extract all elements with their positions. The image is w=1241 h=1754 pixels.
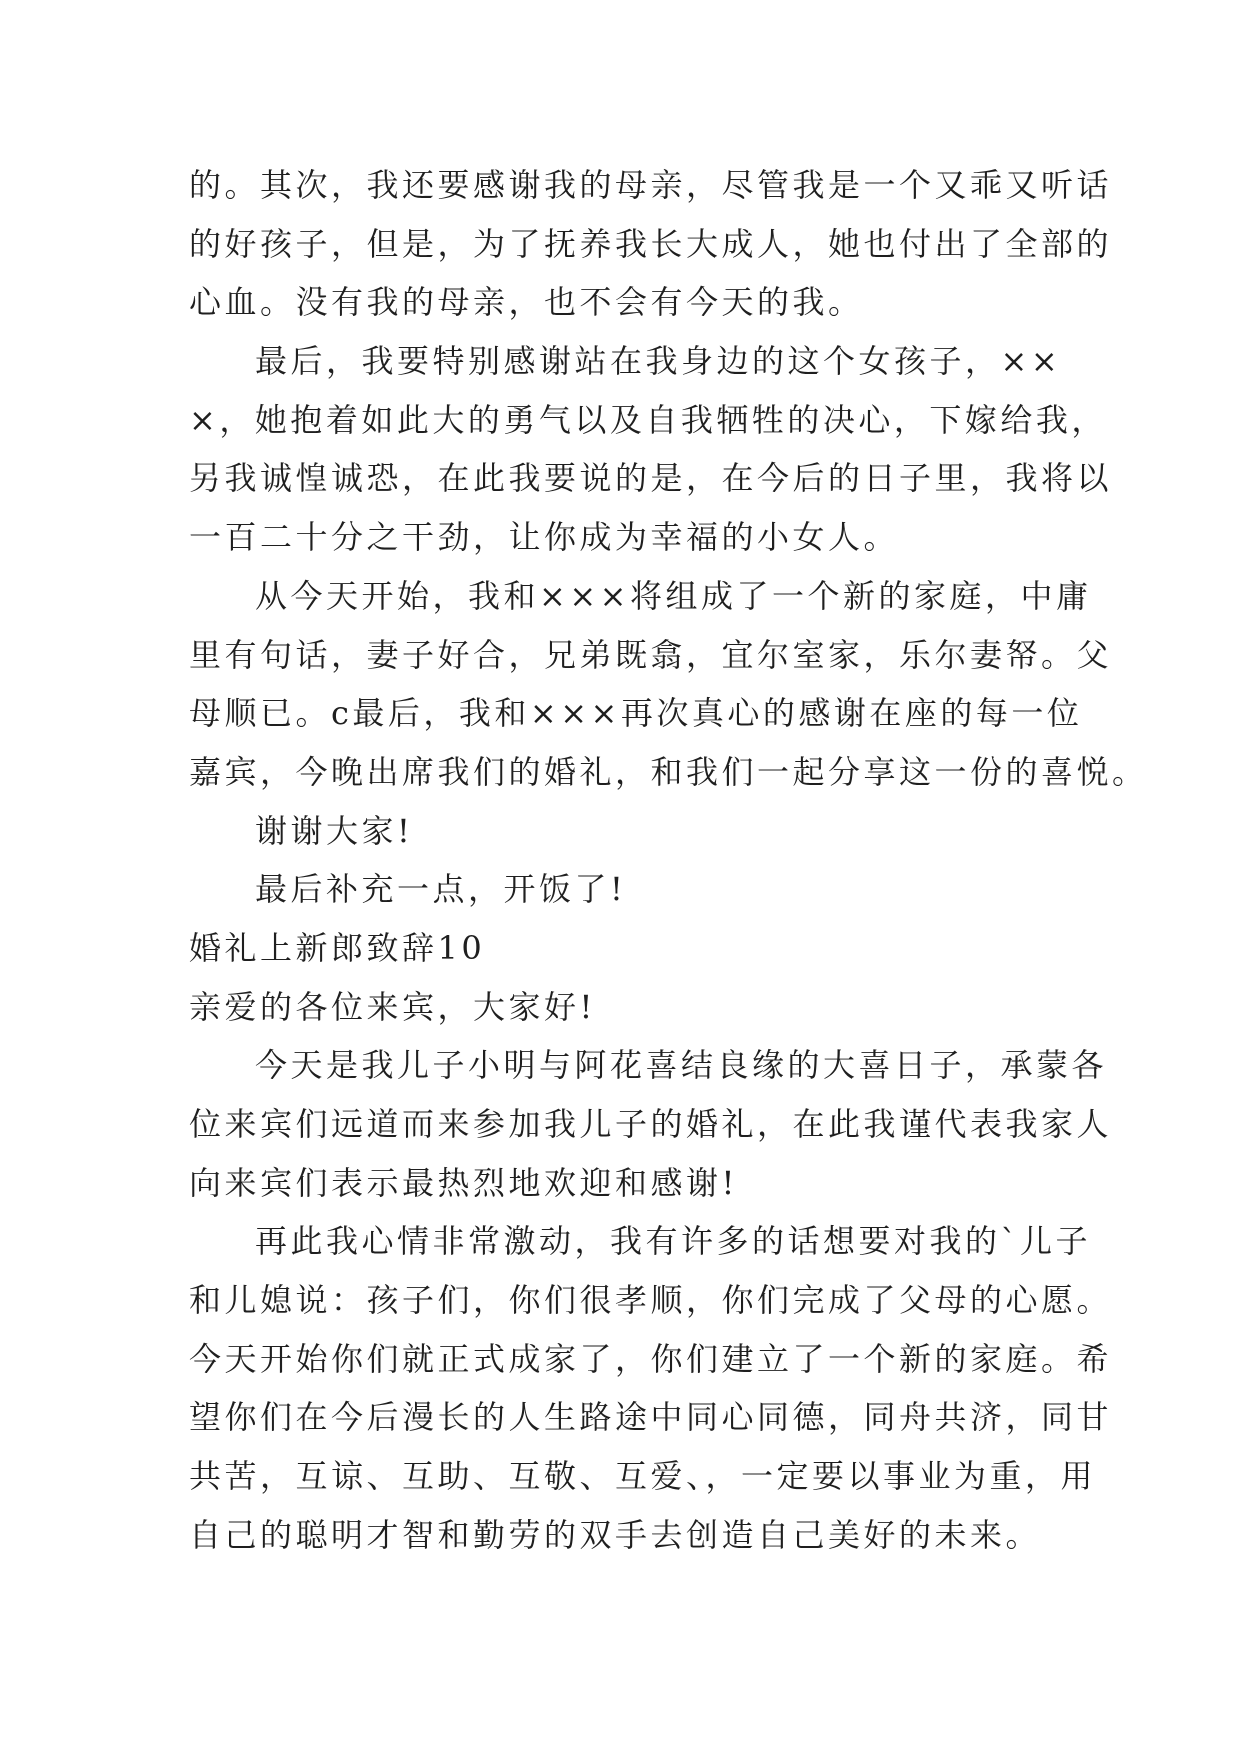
section-heading: 婚礼上新郎致辞10 xyxy=(189,928,486,967)
text-line: 望你们在今后漫长的人生路途中同心同德，同舟共济，同甘 xyxy=(189,1398,1113,1437)
document-body xyxy=(189,156,1148,1565)
text-line: 今天开始你们就正式成家了，你们建立了一个新的家庭。希 xyxy=(189,1339,1113,1378)
paragraph-start-line: 谢谢大家! xyxy=(255,811,414,850)
text-line: 和儿媳说：孩子们，你们很孝顺，你们完成了父母的心愿。 xyxy=(189,1281,1113,1320)
paragraph-start-line: 从今天开始，我和×××将组成了一个新的家庭，中庸 xyxy=(255,576,1092,615)
text-line: 的。其次，我还要感谢我的母亲，尽管我是一个又乖又听话 xyxy=(189,166,1113,204)
text-line: ×，她抱着如此大的勇气以及自我牺牲的决心，下嫁给我， xyxy=(189,400,1107,439)
paragraph-start-line: 最后补充一点，开饭了! xyxy=(255,870,627,909)
text-line: 位来宾们远道而来参加我儿子的婚礼，在此我谨代表我家人 xyxy=(189,1105,1113,1143)
text-line: 的好孩子，但是，为了抚养我长大成人，她也付出了全部的 xyxy=(189,224,1113,263)
paragraph-start-line: 今天是我儿子小明与阿花喜结良缘的大喜日子，承蒙各 xyxy=(255,1046,1108,1085)
text-line: 一百二十分之干劲，让你成为幸福的小女人。 xyxy=(189,518,900,557)
salutation-line: 亲爱的各位来宾，大家好! xyxy=(189,987,596,1026)
text-line: 母顺已。c最后，我和×××再次真心的感谢在座的每一位 xyxy=(189,694,1083,733)
text-line: 心血。没有我的母亲，也不会有今天的我。 xyxy=(189,283,864,322)
text-line: 自己的聪明才智和勤劳的双手去创造自己美好的未来。 xyxy=(189,1515,1042,1554)
text-line: 里有句话，妻子好合，兄弟既翕，宜尔室家，乐尔妻帑。父 xyxy=(189,635,1113,674)
text-line: 嘉宾，今晚出席我们的婚礼，和我们一起分享这一份的喜悦。 xyxy=(189,752,1148,791)
text-line: 共苦，互谅、互助、互敬、互爱、，一定要以事业为重，用 xyxy=(189,1457,1097,1496)
text-line: 向来宾们表示最热烈地欢迎和感谢! xyxy=(189,1163,738,1202)
paragraph-start-line: 再此我心情非常激动，我有许多的话想要对我的`儿子 xyxy=(255,1222,1092,1261)
paragraph-start-line: 最后，我要特别感谢站在我身边的这个女孩子，×× xyxy=(255,342,1062,381)
text-line: 另我诚惶诚恐，在此我要说的是，在今后的日子里，我将以 xyxy=(189,459,1113,498)
